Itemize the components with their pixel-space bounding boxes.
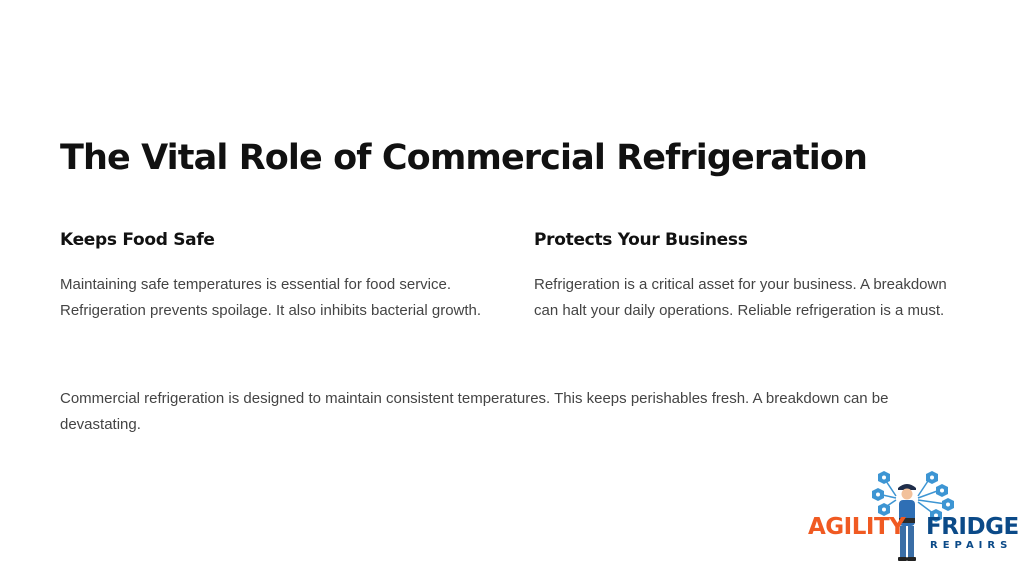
column-body: Maintaining safe temperatures is essential for food service. Refrigeration prevents spoilage. It also inhibits bacterial growth. (60, 276, 482, 319)
logo-agility-text: AGILITY (808, 514, 906, 540)
agility-fridge-repairs-logo (806, 466, 1019, 566)
column-heading: Keeps Food Safe (60, 230, 215, 250)
column-heading: Protects Your Business (534, 230, 748, 250)
logo-repairs-text: REPAIRS (930, 540, 1013, 551)
summary-paragraph: Commercial refrigeration is designed to maintain consistent temperatures. This keeps perishables fresh. A breakdown can be devastating. (60, 390, 889, 433)
slide-title: The Vital Role of Commercial Refrigeration (60, 138, 868, 178)
column-keeps-food-safe (60, 230, 490, 324)
column-body: Refrigeration is a critical asset for your business. A breakdown can halt your daily operations. Reliable refrigeration is a must. (534, 276, 947, 319)
column-protects-business (534, 230, 964, 324)
logo-fridge-text: FRIDGE (926, 514, 1019, 540)
